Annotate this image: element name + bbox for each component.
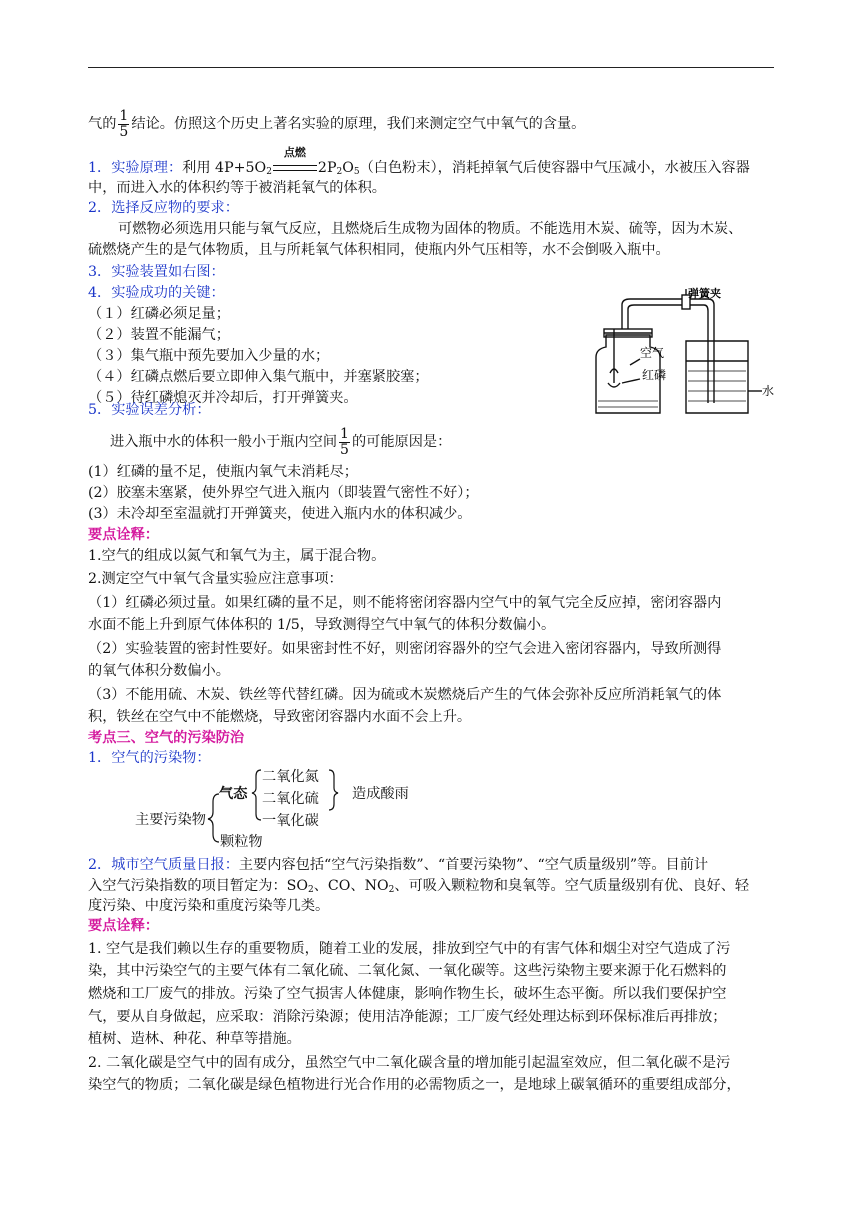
section-number: 2． [88, 200, 112, 216]
aqi-text: 、可吸入颗粒物和臭氧等。空气质量级别有优、良好、轻 [394, 878, 750, 894]
note-2-line-1: （2）实验装置的密封性要好。如果密封性不好，则密闭容器外的空气会进入密闭容器内，导致所测得 [88, 641, 722, 657]
section-number: 2． [88, 857, 112, 873]
equation-rhs-o: O [342, 160, 354, 176]
section-title: 空气的污染物： [111, 750, 211, 766]
frac-num: 1 [119, 107, 129, 124]
key-item: （３）集气瓶中预先要加入少量的水； [88, 348, 330, 364]
key-item: （５）待红磷熄灭并冷却后，打开弹簧夹。 [88, 390, 358, 406]
explain-1-line-4: 气，要从自身做起，应采取：消除污染源；使用洁净能源；工厂废气经处理达标到环保标准后再排放； [88, 1009, 727, 1025]
explain-1-line-2: 染，其中污染空气的主要气体有二氧化硫、二氧化氮、一氧化碳等。这些污染物主要来源于化石燃料的 [88, 963, 727, 979]
topic-3-heading: 考点三、空气的污染防治 [88, 730, 245, 746]
section-title: 城市空气质量日报： [111, 857, 239, 873]
subscript: 5 [353, 167, 360, 177]
section-title: 实验原理： [111, 160, 183, 176]
reaction-condition: 点燃 [283, 146, 306, 159]
section-number: 1． [88, 750, 112, 766]
note-1-line-2: 水面不能上升到原气体体积的 1/5，导致测得空气中氧气的体积分数偏小。 [88, 617, 556, 633]
section-4-heading [88, 283, 225, 303]
section-title: 选择反应物的要求： [111, 200, 239, 216]
label-red-phosphorus: 红磷 [642, 368, 667, 382]
error-lead-post: 的可能原因是： [351, 434, 452, 450]
aqi-text: 、CO、NO [313, 878, 389, 894]
section-3-heading [88, 262, 225, 282]
error-item: (2）胶塞未塞紧，使外界空气进入瓶内（即装置气密性不好）； [88, 485, 479, 501]
label-spring-clip: 弹簧夹 [688, 287, 721, 300]
section-number: 5． [88, 402, 112, 418]
tree-root-main-pollutants: 主要污染物 [135, 812, 206, 828]
key-item: （２）装置不能漏气； [88, 327, 230, 343]
note-3-line-1: （3）不能用硫、木炭、铁丝等代替红磷。因为硫或木炭燃烧后产生的气体会弥补反应所消耗氧气的体 [88, 687, 722, 703]
aqi-text: 入空气污染指数的项目暂定为：SO [88, 878, 308, 894]
error-lead [110, 424, 451, 460]
section-number: 1． [88, 160, 112, 176]
error-lead-pre: 进入瓶中水的体积一般小于瓶内空间 [110, 434, 338, 450]
section-title: 实验装置如右图： [111, 264, 225, 280]
key-point-1: 1.空气的组成以氮气和氧气为主，属于混合物。 [88, 548, 386, 564]
reaction-arrow [272, 146, 318, 178]
section-number: 4． [88, 285, 112, 301]
apparatus-diagram [578, 285, 774, 415]
note-1-line-1: （1）红磷必须过量。如果红磷的量不足，则不能将密闭容器内空气中的氧气完全反应掉，密闭容器内 [88, 595, 722, 611]
key-points-heading: 要点诠释： [88, 918, 159, 934]
note-2-line-2: 的氧气体积分数偏小。 [88, 663, 230, 679]
reactant-text-2: 硫燃烧产生的是气体物质，且与所耗氧气体积相同，使瓶内外气压相等，水不会倒吸入瓶中。 [88, 242, 670, 258]
explain-2-line-2: 染空气的物质；二氧化碳是绿色植物进行光合作用的必需物质之一，是地球上碳氧循环的重要组成部分， [88, 1077, 741, 1093]
subscript: 2 [307, 885, 314, 895]
key-point-2: 2.测定空气中氧气含量实验应注意事项： [88, 571, 343, 587]
tree-node-gaseous: 气态 [219, 786, 248, 802]
label-air: 空气 [640, 346, 665, 360]
explain-1-line-1: 1. 空气是我们赖以生存的重要物质，随着工业的发展，排放到空气中的有害气体和烟尘对空气造成了污 [88, 941, 731, 957]
tree-leaf-so2: 二氧化硫 [262, 791, 319, 807]
frac-den: 5 [119, 123, 129, 140]
pollutants-heading [88, 748, 211, 768]
tree-leaf-no2: 二氧化氮 [262, 769, 319, 785]
key-item: （４）红磷点燃后要立即伸入集气瓶中，并塞紧胶塞； [88, 369, 429, 385]
tree-leaf-co: 一氧化碳 [262, 813, 319, 829]
label-water: 水 [762, 384, 774, 398]
frac-num: 1 [340, 425, 349, 442]
fraction-one-fifth [118, 109, 129, 140]
tree-note-acid-rain: 造成酸雨 [352, 786, 409, 802]
section-number: 3． [88, 264, 112, 280]
intro-line [88, 106, 585, 142]
subscript: 2 [266, 167, 272, 177]
frac-den: 5 [340, 441, 349, 458]
principle-text: （白色粉末），消耗掉氧气后使容器中气压减小，水被压入容器 [359, 160, 750, 176]
key-points-heading: 要点诠释： [88, 527, 159, 543]
reactant-text-1: 可燃物必须选用只能与氧气反应，且燃烧后生成物为固体的物质。不能选用木炭、硫等，因为木炭、 [118, 221, 743, 237]
explain-1-line-5: 植树、造林、种花、种草等措施。 [88, 1031, 301, 1047]
tree-braces [205, 764, 345, 854]
principle-line-2: 中，而进入水的体积约等于被消耗氧气的体积。 [88, 180, 386, 196]
section-2-heading [88, 198, 239, 218]
equation-rhs: 2P [317, 160, 337, 176]
explain-2-line-1: 2. 二氧化碳是空气中的固有成分，虽然空气中二氧化碳含量的增加能引起温室效应，但二氧化碳不是污 [88, 1055, 731, 1071]
intro-suffix: 结论。仿照这个历史上著名实验的原理，我们来测定空气中氧气的含量。 [131, 116, 586, 132]
fraction-one-fifth [339, 427, 350, 458]
subscript: 2 [336, 167, 343, 177]
aqi-line-3: 度污染、中度污染和重度污染等几类。 [88, 898, 330, 914]
error-item: (3）未冷却至室温就打开弹簧夹，使进入瓶内水的体积减少。 [88, 506, 472, 522]
explain-1-line-3: 燃烧和工厂废气的排放。污染了空气损害人体健康，影响作物生长，破坏生态平衡。所以我们要保护空 [88, 986, 727, 1002]
aqi-text: 主要内容包括“空气污染指数”、“首要污染物”、“空气质量级别”等。目前计 [238, 857, 709, 873]
key-item: （１）红磷必须足量； [88, 306, 230, 322]
header-rule [88, 67, 774, 68]
error-item: (1）红磷的量不足，使瓶内氧气未消耗尽； [88, 464, 358, 480]
section-title: 实验成功的关键： [111, 285, 225, 301]
section-title: 实验误差分析： [111, 402, 211, 418]
section-5-heading [88, 400, 211, 420]
aqi-line-1 [88, 855, 708, 875]
note-3-line-2: 积，铁丝在空气中不能燃烧，导致密闭容器内水面不会上升。 [88, 709, 472, 725]
equation-lhs: 利用 4P+5O [182, 160, 267, 176]
intro-prefix: 气的 [88, 116, 117, 132]
tree-node-particulates: 颗粒物 [220, 834, 263, 850]
subscript: 2 [388, 885, 395, 895]
